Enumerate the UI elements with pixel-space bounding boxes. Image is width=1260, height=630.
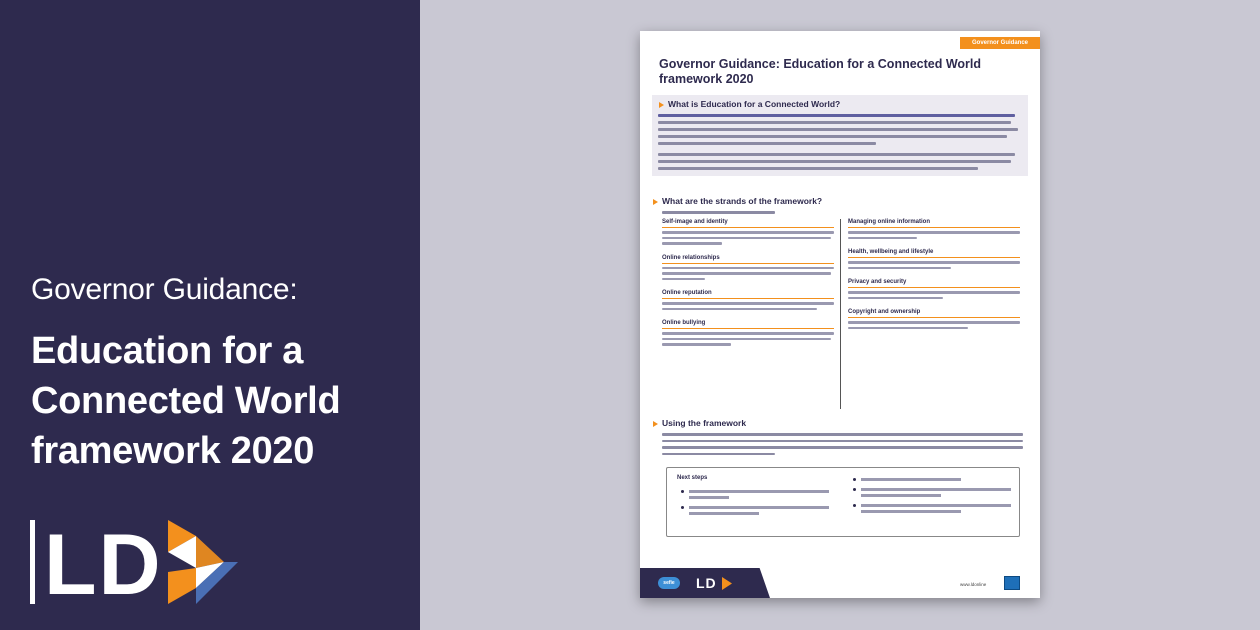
logo-text: LD: [44, 517, 163, 613]
banner-title-line: framework 2020: [31, 430, 315, 472]
strand-heading: Self-image and identity: [662, 219, 834, 228]
section-heading: What are the strands of the framework?: [652, 196, 1028, 207]
strand-heading: Online reputation: [662, 290, 834, 299]
doc-tag: Governor Guidance: [960, 37, 1040, 49]
section-heading: What is Education for a Connected World?: [658, 99, 1022, 110]
footer-url: www.ldonline: [960, 582, 987, 587]
footer-triangle-icon: [722, 577, 732, 590]
banner-subtitle: Governor Guidance:: [31, 273, 298, 306]
banner-panel: [0, 0, 420, 630]
next-steps-heading: Next steps: [677, 475, 708, 481]
strands-section: [652, 196, 1028, 214]
ld-logo: [30, 510, 250, 613]
banner-title-line: Education for a: [31, 330, 304, 372]
next-steps-box: [666, 467, 1020, 537]
column-divider: [840, 219, 841, 409]
strand-heading: Online bullying: [662, 320, 834, 329]
strand-heading: Privacy and security: [848, 279, 1020, 288]
footer-badge: sefie: [658, 577, 680, 589]
section-heading: Using the framework: [652, 418, 1028, 429]
strand-heading: Health, wellbeing and lifestyle: [848, 249, 1020, 258]
strand-heading: Copyright and ownership: [848, 309, 1020, 318]
strands-columns: [662, 219, 1022, 443]
footer-logo: LD: [696, 575, 717, 591]
banner-title-line: Connected World: [31, 380, 341, 422]
strand-heading: Online relationships: [662, 255, 834, 264]
footer-mark-icon: [1004, 576, 1020, 590]
strands-right-column: [848, 219, 1020, 339]
doc-title: Governor Guidance: Education for a Connected World framework 2020: [659, 57, 982, 86]
document-preview: [640, 31, 1040, 598]
intro-section: [652, 95, 1028, 176]
logo-bar: [30, 520, 35, 604]
doc-footer: [640, 568, 1040, 598]
using-section: [652, 418, 1028, 455]
logo-triangle-icon: [168, 520, 238, 604]
intro-band: [652, 95, 1028, 176]
strand-heading: Managing online information: [848, 219, 1020, 228]
strands-left-column: [662, 219, 834, 356]
banner-title: [31, 326, 340, 476]
